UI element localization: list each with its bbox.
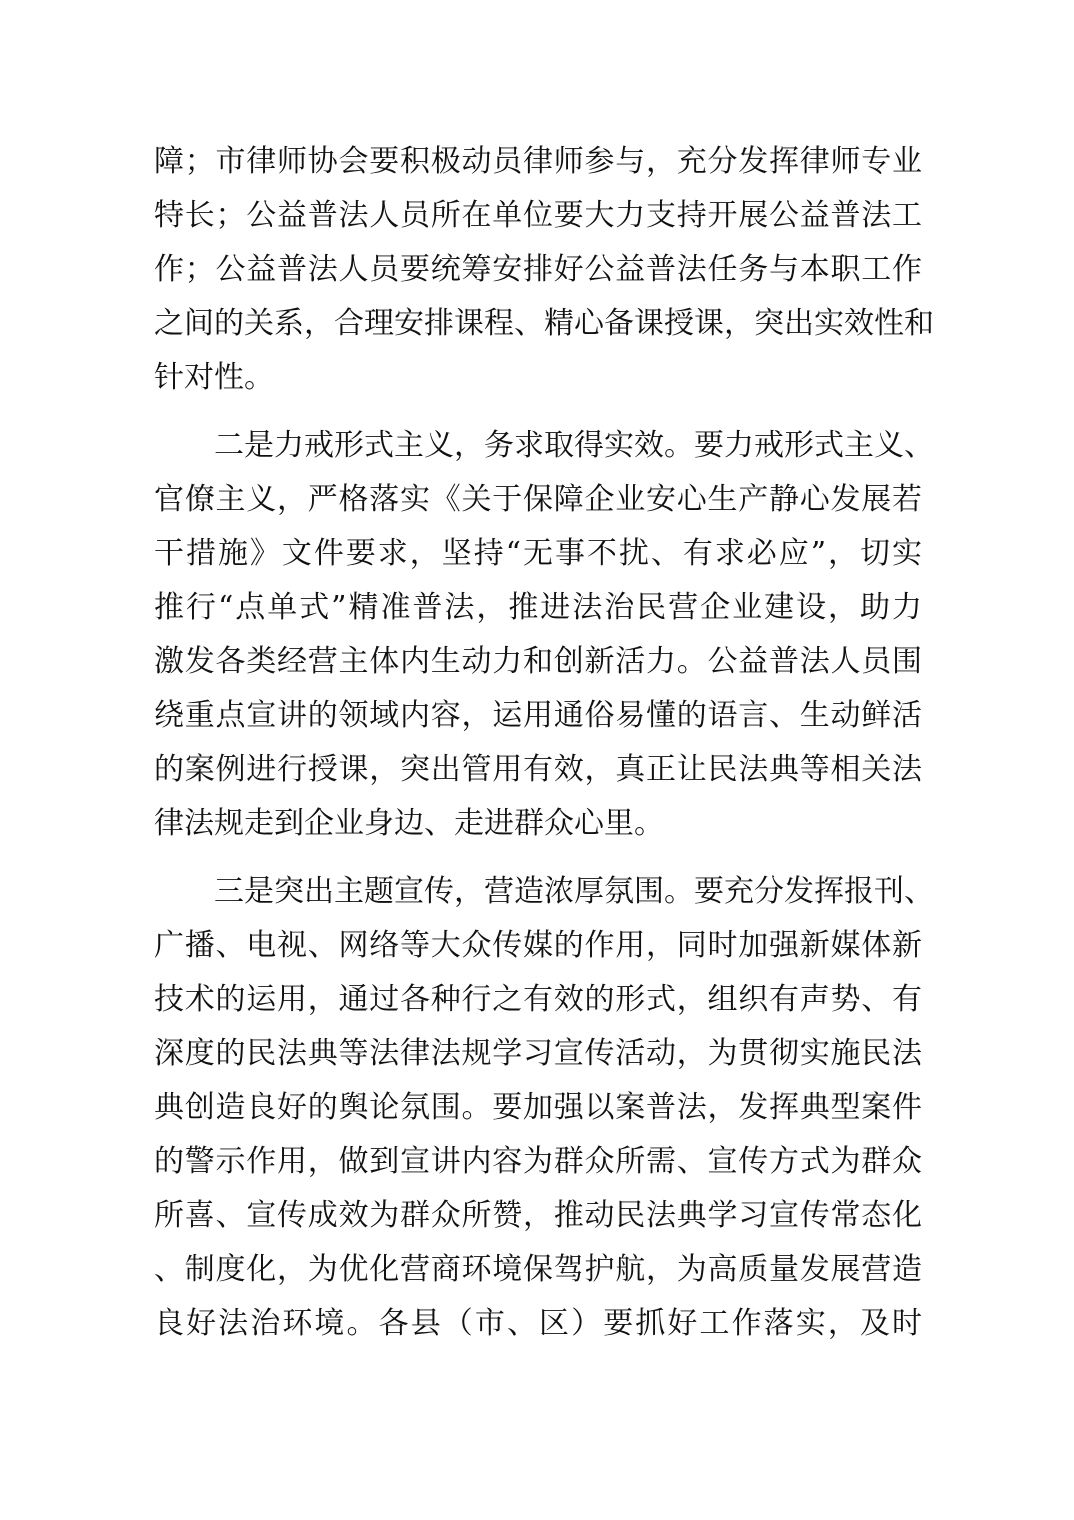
text-line: 、制度化，为优化营商环境保驾护航，为高质量发展营造: [154, 1252, 922, 1287]
text-line: 二是力戒形式主义，务求取得实效。要力戒形式主义、: [154, 428, 934, 463]
text-line: 作；公益普法人员要统筹安排好公益普法任务与本职工作: [154, 252, 922, 287]
paragraph-two: [154, 419, 934, 851]
document-body: [154, 135, 934, 1351]
text-line: 激发各类经营主体内生动力和创新活力。公益普法人员围: [154, 644, 922, 679]
paragraph-continuation: [154, 135, 934, 405]
text-line: 障；市律师协会要积极动员律师参与，充分发挥律师专业: [154, 144, 922, 179]
text-line: 技术的运用，通过各种行之有效的形式，组织有声势、有: [154, 982, 922, 1017]
text-line: 之间的关系，合理安排课程、精心备课授课，突出实效性和: [154, 306, 934, 341]
text-line: 律法规走到企业身边、走进群众心里。: [154, 806, 664, 841]
text-line: 的警示作用，做到宣讲内容为群众所需、宣传方式为群众: [154, 1144, 922, 1179]
paragraph-three: [154, 865, 934, 1351]
text-line: 所喜、宣传成效为群众所赞，推动民法典学习宣传常态化: [154, 1198, 922, 1233]
text-line: 特长；公益普法人员所在单位要大力支持开展公益普法工: [154, 198, 922, 233]
text-line: 绕重点宣讲的领域内容，运用通俗易懂的语言、生动鲜活: [154, 698, 922, 733]
text-line: 的案例进行授课，突出管用有效，真正让民法典等相关法: [154, 752, 922, 787]
text-line: 良好法治环境。各县（市、区）要抓好工作落实，及时: [154, 1306, 922, 1341]
text-line: 深度的民法典等法律法规学习宣传活动，为贯彻实施民法: [154, 1036, 922, 1071]
text-line: 针对性。: [154, 360, 274, 395]
text-line: 典创造良好的舆论氛围。要加强以案普法，发挥典型案件: [154, 1090, 922, 1125]
text-line: 推行“点单式”精准普法，推进法治民营企业建设，助力: [154, 590, 922, 625]
text-line: 广播、电视、网络等大众传媒的作用，同时加强新媒体新: [154, 928, 922, 963]
text-line: 三是突出主题宣传，营造浓厚氛围。要充分发挥报刊、: [154, 874, 934, 909]
text-line: 官僚主义，严格落实《关于保障企业安心生产静心发展若: [154, 482, 922, 517]
text-line: 干措施》文件要求，坚持“无事不扰、有求必应”，切实: [154, 536, 922, 571]
